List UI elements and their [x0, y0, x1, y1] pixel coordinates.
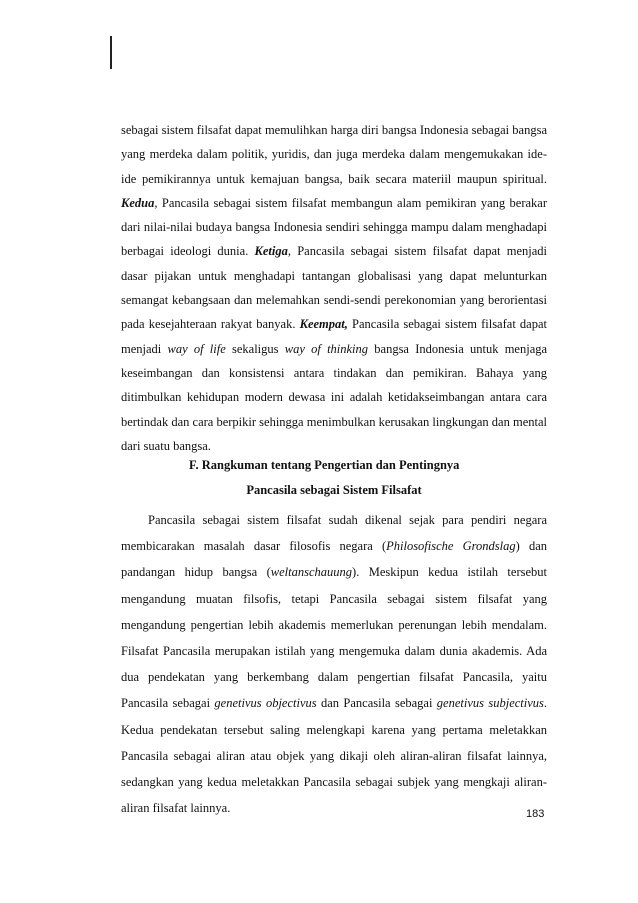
- paragraph-1: [121, 118, 547, 458]
- term-way-of-thinking: way of thinking: [284, 341, 369, 356]
- term-weltanschauung: weltanschauung: [270, 565, 353, 580]
- term-genetivus-objectivus: genetivus objectivus: [214, 696, 317, 711]
- section-heading-line-2: Pancasila sebagai Sistem Filsafat: [246, 483, 422, 497]
- term-way-of-life: way of life: [167, 341, 226, 356]
- term-keempat: Keempat,: [299, 317, 348, 332]
- paragraph-2-text-1: Pancasila sebagai sistem filsafat sudah dikenal sejak para pendiri negara membicarakan masalah dasar filosofis negara (: [121, 513, 547, 554]
- term-philosofische-grondslag: Philosofische Grondslag: [386, 539, 516, 554]
- paragraph-1-text-1: sebagai sistem filsafat dapat memulihkan harga diri bangsa Indonesia sebagai bangsa yang merdeka dalam politik, yuridis, dan juga merdeka dalam mengemukakan ide-ide pemikirannya untuk kemajuan bangsa, baik secara materiil maupun spiritual.: [121, 123, 547, 186]
- term-genetivus-subjectivus: genetivus subjectivus: [436, 696, 544, 711]
- page-number: 183: [526, 808, 545, 820]
- paragraph-2-text-5: . Kedua pendekatan tersebut saling melengkapi karena yang pertama meletakkan Pancasila sebagai aliran atau objek yang dikaji oleh aliran-aliran filsafat lainnya, sedangkan yang kedua meletakkan Pancasila sebagai subjek yang mengkaji aliran-aliran filsafat lainnya.: [121, 696, 548, 816]
- paragraph-1-text-4: Pancasila sebagai sistem filsafat dapat menjadi: [121, 317, 547, 356]
- paragraph-2-text-4: dan Pancasila sebagai: [321, 696, 433, 711]
- paragraph-1-text-3: , Pancasila sebagai sistem filsafat dapat menjadi dasar pijakan untuk menghadapi tantangan globalisasi yang dapat melunturkan semangat kebangsaan dan melemahkan sendi-sendi perekonomian yang berorientasi pada kesejahteraan rakyat banyak.: [121, 244, 547, 332]
- paragraph-1-text-2: , Pancasila sebagai sistem filsafat membangun alam pemikiran yang berakar dari nilai-nilai budaya bangsa Indonesia sendiri sehingga mampu dalam menghadapi berbagai ideologi dunia.: [121, 195, 547, 259]
- paragraph-1-text-6: bangsa Indonesia untuk menjaga keseimbangan dan konsistensi antara tindakan dan pemikiran. Bahaya yang ditimbulkan kehidupan modern dewasa ini adalah ketidakseimbangan antara cara bertindak dan cara berpikir sehingga menimbulkan kerusakan lingkungan dan mental dari suatu bangsa.: [121, 341, 548, 453]
- term-kedua: Kedua: [121, 195, 155, 210]
- paragraph-2-text-3: ). Meskipun kedua istilah tersebut mengandung muatan filsofis, tetapi Pancasila sebagai sistem filsafat yang mengandung pengertian lebih akademis memerlukan perenungan lebih mendalam. Filsafat Pancasila merupakan istilah yang mengemuka dalam dunia akademis. Ada dua pendekatan yang berkembang dalam pengertian filsafat Pancasila, yaitu Pancasila sebagai: [121, 565, 547, 711]
- paragraph-2: [121, 507, 547, 821]
- term-ketiga: Ketiga: [254, 244, 288, 259]
- section-heading-line-1: F. Rangkuman tentang Pengertian dan Pentingnya: [189, 458, 460, 472]
- paragraph-1-text-5: sekaligus: [232, 341, 279, 356]
- paragraph-2-text-2: ) dan pandangan hidup bangsa (: [121, 539, 548, 580]
- margin-rule: [110, 36, 112, 69]
